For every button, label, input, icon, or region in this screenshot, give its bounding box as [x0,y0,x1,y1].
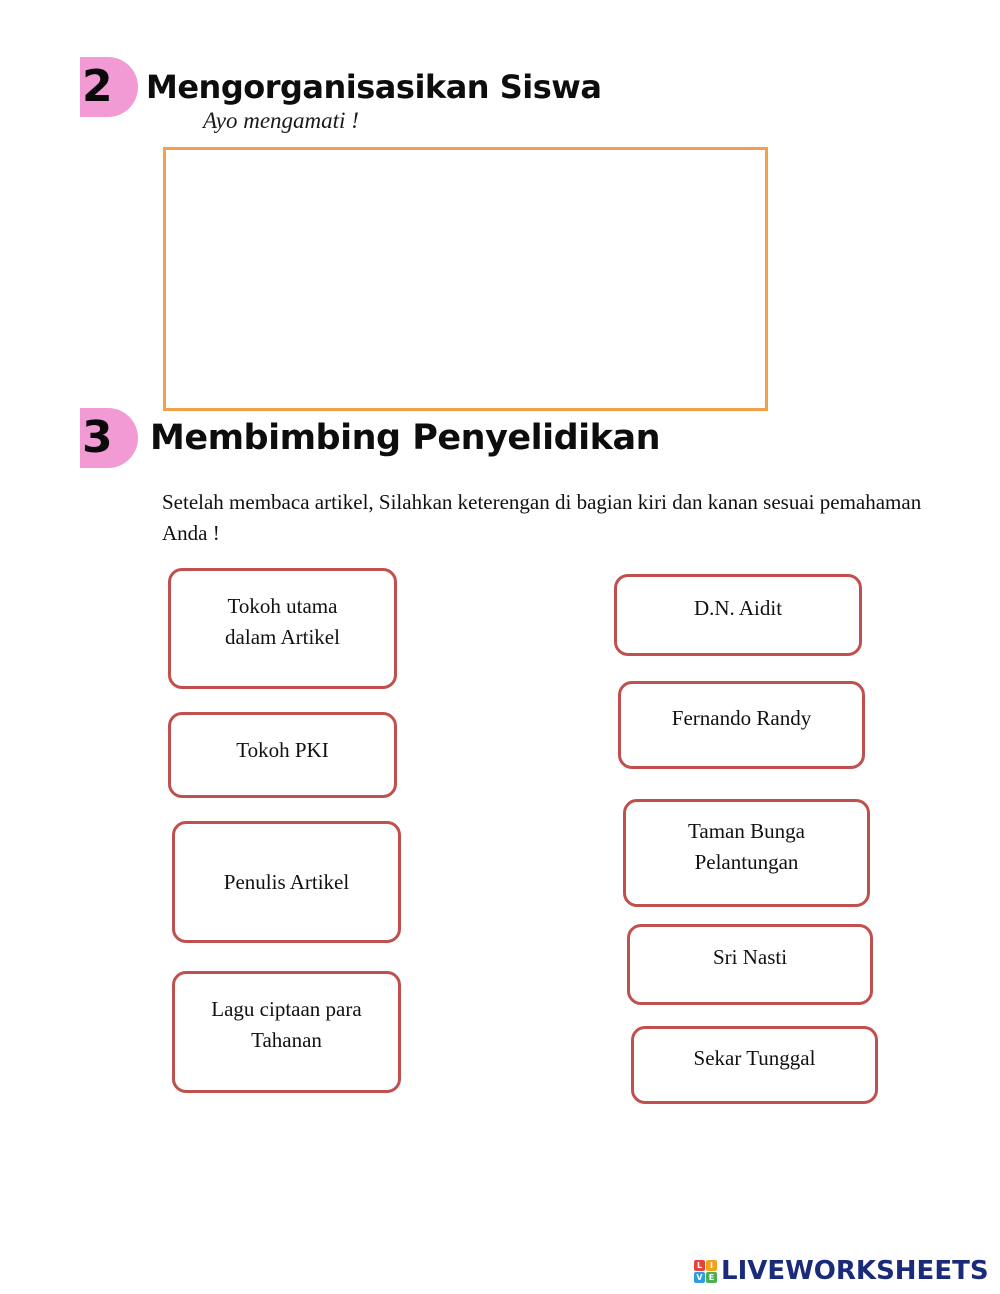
observation-box[interactable] [163,147,768,411]
match-card-right[interactable] [614,574,862,656]
card-label: Penulis Artikel [223,869,350,894]
match-card-right[interactable] [631,1026,878,1104]
liveworksheets-logo-icon [694,1260,717,1283]
match-card-right[interactable] [627,924,873,1005]
card-label: Tokoh utama [227,594,338,618]
card-label: Taman Bunga [688,819,805,843]
match-card-left[interactable] [168,712,397,798]
logo-tile: E [706,1272,717,1283]
match-card-left[interactable] [168,568,397,689]
section-number: 2 [82,61,113,112]
card-label: Sri Nasti [712,945,788,969]
card-label: Tahanan [251,1028,322,1052]
section-number: 3 [82,412,113,463]
card-label: Pelantungan [694,850,799,874]
card-label: Lagu ciptaan para [211,997,362,1021]
match-card-right[interactable] [618,681,865,769]
section-number-badge [80,57,138,117]
logo-tile: I [706,1260,717,1271]
section-title: Mengorganisasikan Siswa [146,68,602,106]
card-label: Sekar Tunggal [693,1046,816,1070]
card-label: Tokoh PKI [236,738,329,762]
match-card-left[interactable] [172,821,401,943]
card-label: Fernando Randy [671,706,812,730]
logo-tile: L [694,1260,705,1271]
card-label: dalam Artikel [225,625,340,649]
liveworksheets-logo [694,1256,989,1286]
section-number-badge [80,408,138,468]
subtitle: Ayo mengamati ! [203,108,359,133]
section-3-header [80,408,660,468]
match-card-left[interactable] [172,971,401,1093]
section-title: Membimbing Penyelidikan [150,418,660,458]
logo-tile: V [694,1272,705,1283]
instructions-text: Setelah membaca artikel, Silahkan keterengan di bagian kiri dan kanan sesuai pemahaman Anda ! [162,490,922,545]
card-label: D.N. Aidit [693,596,783,620]
logo-text: LIVEWORKSHEETS [721,1256,989,1286]
match-card-right[interactable] [623,799,870,907]
